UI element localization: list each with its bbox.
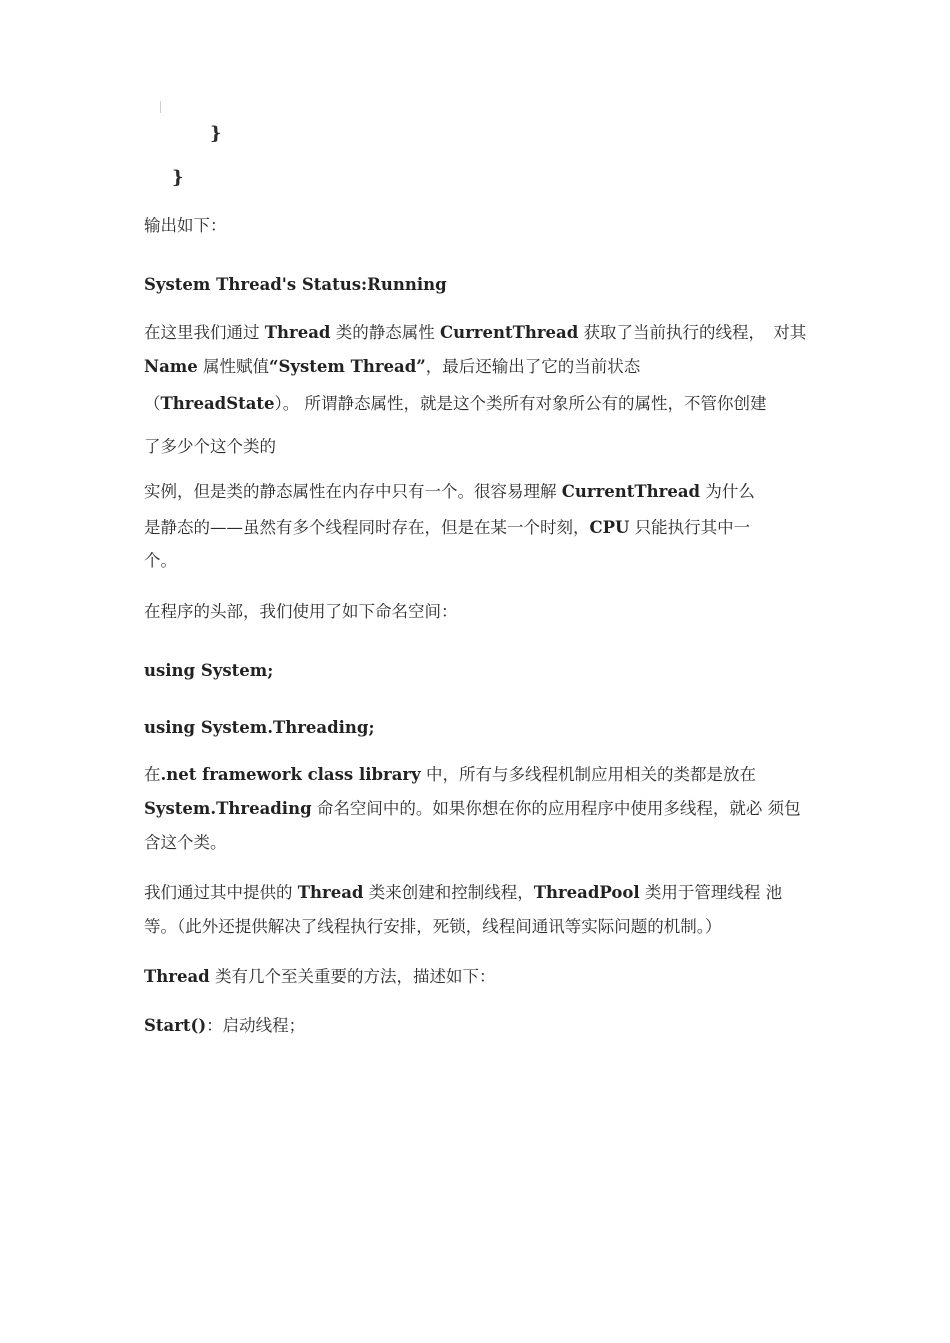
para1-line1: 在这里我们通过 Thread 类的静态属性 CurrentThread 获取了当前执行的线程， 对其 [144, 323, 807, 342]
using-system-threading: using System.Threading; [144, 718, 375, 737]
para3-line1: 在.net framework class library 中，所有与多线程机制应用相关的类都是放在 [144, 765, 756, 784]
para1-line2: Name 属性赋值“System Thread”，最后还输出了它的当前状态 [144, 357, 641, 376]
para4-line1: 我们通过其中提供的 Thread 类来创建和控制线程，ThreadPool 类用于管理线程 池 [144, 883, 783, 902]
para2-line1: 实例，但是类的静态属性在内存中只有一个。很容易理解 CurrentThread 为什么 [144, 482, 755, 501]
code-brace-outer: } [172, 167, 184, 188]
para1-line4: 了多少个这个类的 [144, 437, 276, 456]
code-brace-inner: } [210, 123, 222, 144]
using-system: using System; [144, 661, 274, 680]
methods-intro: Thread 类有几个至关重要的方法，描述如下： [144, 967, 496, 986]
output-label: 输出如下： [144, 216, 227, 235]
para3-line2: System.Threading 命名空间中的。如果你想在你的应用程序中使用多线程，就必 须包 [144, 799, 801, 818]
text-cursor [160, 101, 161, 113]
para2-line3: 个。 [144, 551, 177, 570]
start-method: Start()：启动线程； [144, 1016, 306, 1035]
para3-line3: 含这个类。 [144, 833, 227, 852]
output-line: System Thread's Status:Running [144, 275, 447, 294]
para4-line2: 等。（此外还提供解决了线程执行安排，死锁，线程间通讯等实际问题的机制。） [144, 917, 722, 936]
para1-line3: （ThreadState）。 所谓静态属性，就是这个类所有对象所公有的属性，不管你创建 [144, 394, 767, 413]
para2-line2: 是静态的——虽然有多个线程同时存在，但是在某一个时刻，CPU 只能执行其中一 [144, 518, 751, 537]
namespace-intro: 在程序的头部，我们使用了如下命名空间： [144, 602, 458, 621]
